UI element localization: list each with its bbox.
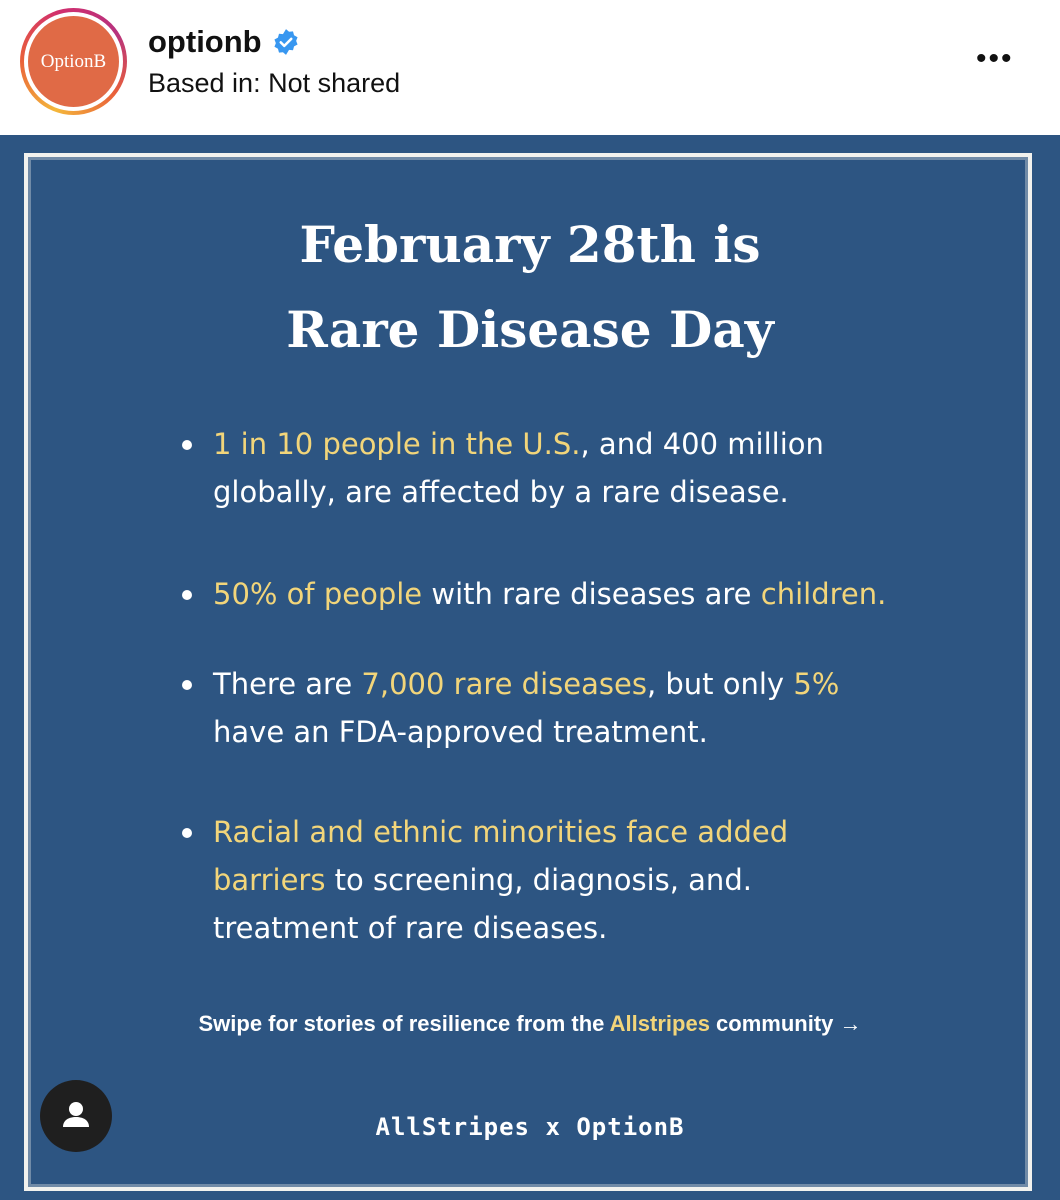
more-options-icon[interactable]: ••• [976,42,1014,75]
fact-highlight: children. [760,577,887,611]
username-text[interactable]: optionb [148,24,262,59]
bullet-dot-icon [182,680,192,690]
fact-text: have an FDA-approved treatment. [213,715,708,749]
fact-highlight: 7,000 rare diseases [361,667,647,701]
fact-text: , but only [646,667,794,701]
post-title-line1: February 28th is [299,215,761,274]
location-text[interactable]: Based in: Not shared [148,68,401,98]
fact-text: treatment of rare diseases. [213,911,608,945]
fact-text: , and 400 million [580,427,824,461]
swipe-caption: Swipe for stories of resilience from the Allstripes community → [198,1011,862,1036]
verified-badge-icon [272,28,300,56]
allstripes-highlight: Allstripes [609,1011,710,1036]
profile-avatar[interactable] [20,8,127,115]
fact-text: to screening, diagnosis, and. [325,863,752,897]
fact-highlight: 50% of people [213,577,423,611]
optionb-logo: OptionB [28,16,119,107]
fact-highlight: 1 in 10 people in the U.S. [213,427,581,461]
bullet-dot-icon [182,828,192,838]
fact-text: with rare diseases are [422,577,761,611]
post-header [0,0,1060,135]
bullet-dot-icon [182,440,192,450]
bullet-dot-icon [182,590,192,600]
fact-highlight: Racial and ethnic minorities face added [213,815,789,849]
brand-footer: AllStripes x OptionB [375,1113,685,1141]
fact-highlight: barriers [213,863,326,897]
tagged-users-button[interactable] [40,1080,112,1152]
fact-text: There are [213,667,362,701]
fact-text: globally, are affected by a rare disease. [213,475,789,509]
username[interactable] [148,24,300,60]
user-icon [40,1080,112,1152]
post-title-line2: Rare Disease Day [286,300,774,359]
fact-highlight: 5% [793,667,840,701]
post-image[interactable] [0,135,1060,1200]
